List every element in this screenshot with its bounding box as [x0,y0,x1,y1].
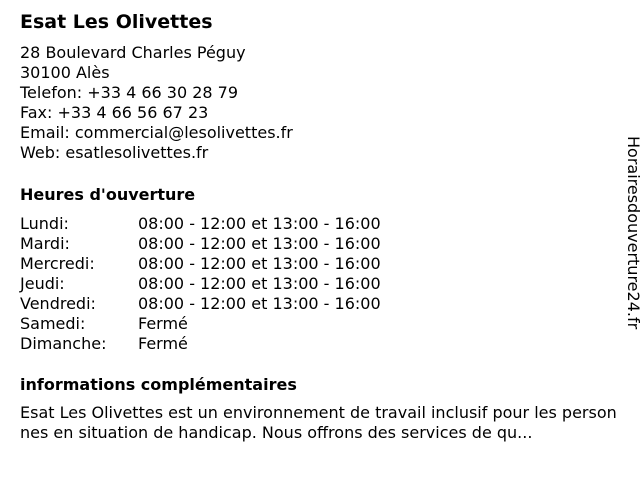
day-label: Dimanche: [20,334,107,353]
hours-table [20,214,620,354]
time-value: 08:00 - 12:00 et 13:00 - 16:00 [138,234,381,253]
day-label: Vendredi: [20,294,96,313]
hours-row-tuesday [20,234,620,254]
fax-line: Fax: +33 4 66 56 67 23 [20,103,209,122]
email-line: Email: commercial@lesolivettes.fr [20,123,293,142]
info-description: Esat Les Olivettes est un environnement de travail inclusif pour les personnes en situation de handicap. Nous offrons des services de qu... [20,403,617,442]
time-value: Fermé [138,314,188,333]
day-label: Lundi: [20,214,69,233]
address-line-2: 30100 Alès [20,63,110,82]
phone-line: Telefon: +33 4 66 30 28 79 [20,83,239,102]
hours-row-monday [20,214,620,234]
time-value: 08:00 - 12:00 et 13:00 - 16:00 [138,214,381,233]
time-value: 08:00 - 12:00 et 13:00 - 16:00 [138,294,381,313]
time-value: 08:00 - 12:00 et 13:00 - 16:00 [138,254,381,273]
hours-row-wednesday [20,254,620,274]
time-value: 08:00 - 12:00 et 13:00 - 16:00 [138,274,381,293]
day-label: Jeudi: [20,274,65,293]
hours-heading: Heures d'ouverture [20,185,196,204]
address-line-1: 28 Boulevard Charles Péguy [20,43,246,62]
business-card [20,10,620,443]
day-label: Samedi: [20,314,86,333]
day-label: Mardi: [20,234,70,253]
day-label: Mercredi: [20,254,95,273]
contact-block [20,43,620,163]
hours-row-saturday [20,314,620,334]
site-watermark: Horairesdouverture24.fr [624,136,643,330]
time-value: Fermé [138,334,188,353]
business-name: Esat Les Olivettes [20,11,213,33]
web-line: Web: esatlesolivettes.fr [20,143,209,162]
info-heading: informations complémentaires [20,375,297,394]
hours-row-thursday [20,274,620,294]
hours-row-friday [20,294,620,314]
hours-row-sunday [20,334,620,354]
